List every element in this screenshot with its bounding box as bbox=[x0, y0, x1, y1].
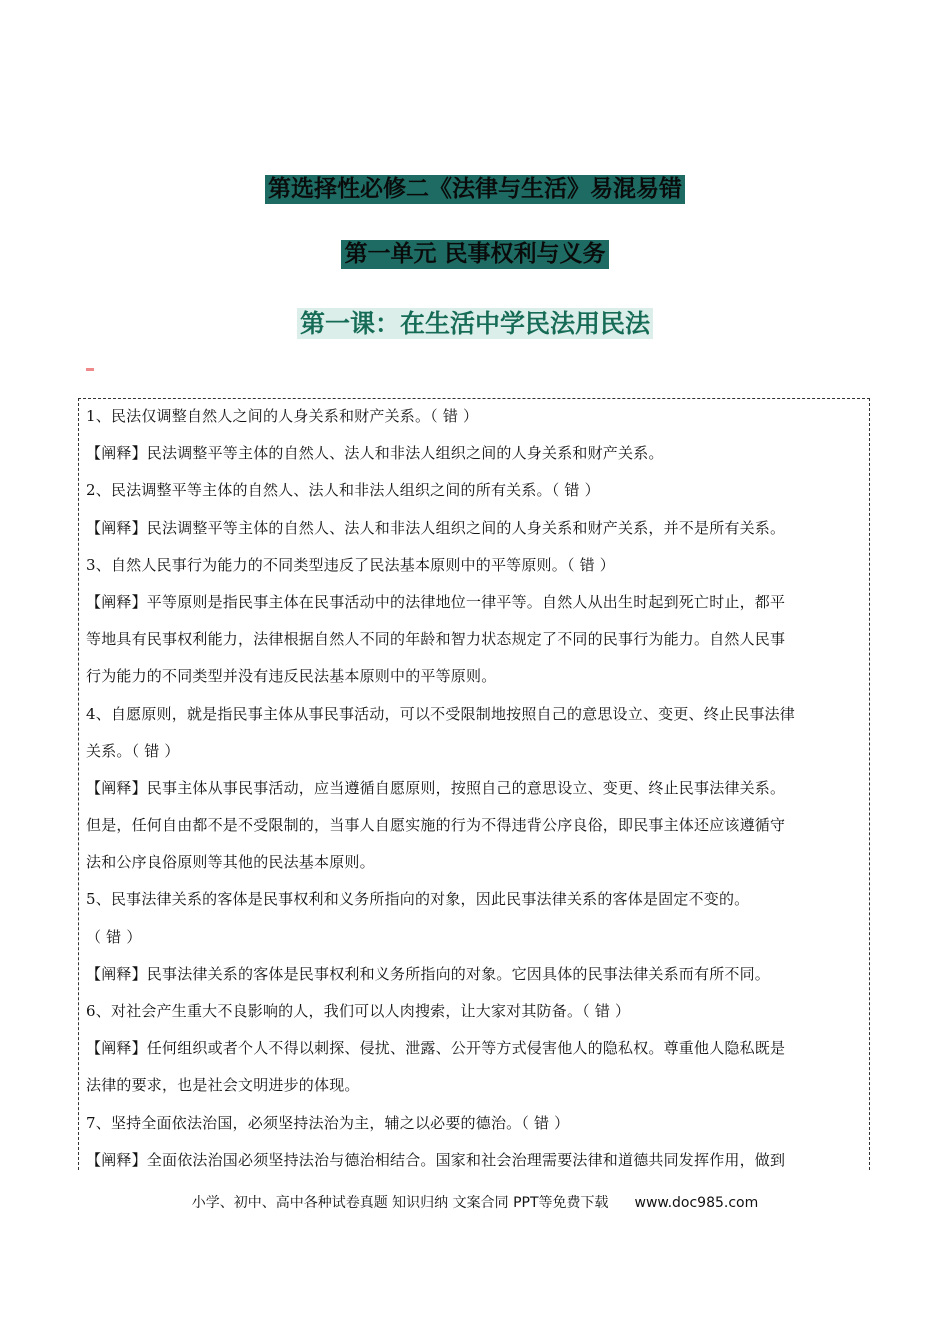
text-line: 5、民事法律关系的客体是民事权利和义务所指向的对象，因此民事法律关系的客体是固定不变的。 bbox=[86, 890, 750, 909]
main-title-row bbox=[0, 175, 950, 204]
footer-site-link[interactable]: www.doc985.com bbox=[634, 1195, 759, 1211]
text-line: 1、民法仅调整自然人之间的人身关系和财产关系。（ 错 ） bbox=[86, 407, 479, 425]
content-lines bbox=[86, 398, 866, 1179]
text-line: 【阐释】全面依法治国必须坚持法治与德治相结合。国家和社会治理需要法律和道德共同发挥作用，做到 bbox=[86, 1150, 786, 1169]
text-line: 4、自愿原则，就是指民事主体从事民事活动，可以不受限制地按照自己的意思设立、变更、终止民事法律 bbox=[86, 704, 795, 723]
text-line: 7、坚持全面依法治国，必须坚持法治为主，辅之以必要的德治。（ 错 ） bbox=[86, 1113, 570, 1132]
text-line: 【阐释】民事法律关系的客体是民事权利和义务所指向的对象。它因具体的民事法律关系而有所不同。 bbox=[86, 964, 771, 983]
page-footer bbox=[0, 1192, 950, 1212]
text-line: 等地具有民事权利能力，法律根据自然人不同的年龄和智力状态规定了不同的民事行为能力。自然人民事 bbox=[86, 630, 786, 649]
lesson-title-row bbox=[0, 308, 950, 339]
text-line: 【阐释】民事主体从事民事活动，应当遵循自愿原则，按照自己的意思设立、变更、终止民事法律关系。 bbox=[86, 778, 786, 797]
main-title: 第选择性必修二《法律与生活》易混易错 bbox=[265, 175, 685, 204]
text-line: 【阐释】任何组织或者个人不得以刺探、侵扰、泄露、公开等方式侵害他人的隐私权。尊重他人隐私既是 bbox=[86, 1039, 786, 1058]
text-line: 法和公序良俗原则等其他的民法基本原则。 bbox=[86, 853, 375, 872]
text-line: 3、自然人民事行为能力的不同类型违反了民法基本原则中的平等原则。（ 错 ） bbox=[86, 555, 615, 574]
lesson-title: 第一课：在生活中学民法用民法 bbox=[297, 308, 653, 339]
unit-title-row bbox=[0, 240, 950, 269]
text-line: 法律的要求，也是社会文明进步的体现。 bbox=[86, 1076, 360, 1095]
text-line: （ 错 ） bbox=[86, 927, 142, 946]
text-line: 2、民法调整平等主体的自然人、法人和非法人组织之间的所有关系。（ 错 ） bbox=[86, 481, 600, 500]
text-line: 但是，任何自由都不是不受限制的，当事人自愿实施的行为不得违背公序良俗，即民事主体还应该遵循守 bbox=[86, 816, 786, 835]
decorative-mark bbox=[86, 368, 94, 371]
footer-text: 小学、初中、高中各种试卷真题 知识归纳 文案合同 PPT等免费下载 bbox=[191, 1195, 609, 1211]
text-line: 关系。（ 错 ） bbox=[86, 741, 180, 760]
text-line: 6、对社会产生重大不良影响的人，我们可以人肉搜索，让大家对其防备。（ 错 ） bbox=[86, 1002, 631, 1020]
text-line: 行为能力的不同类型并没有违反民法基本原则中的平等原则。 bbox=[86, 667, 497, 686]
text-line: 【阐释】民法调整平等主体的自然人、法人和非法人组织之间的人身关系和财产关系，并不是所有关系。 bbox=[86, 518, 786, 537]
unit-title: 第一单元 民事权利与义务 bbox=[341, 240, 608, 269]
text-line: 【阐释】平等原则是指民事主体在民事活动中的法律地位一律平等。自然人从出生时起到死亡时止，都平 bbox=[86, 592, 786, 611]
text-line: 【阐释】民法调整平等主体的自然人、法人和非法人组织之间的人身关系和财产关系。 bbox=[86, 444, 664, 463]
